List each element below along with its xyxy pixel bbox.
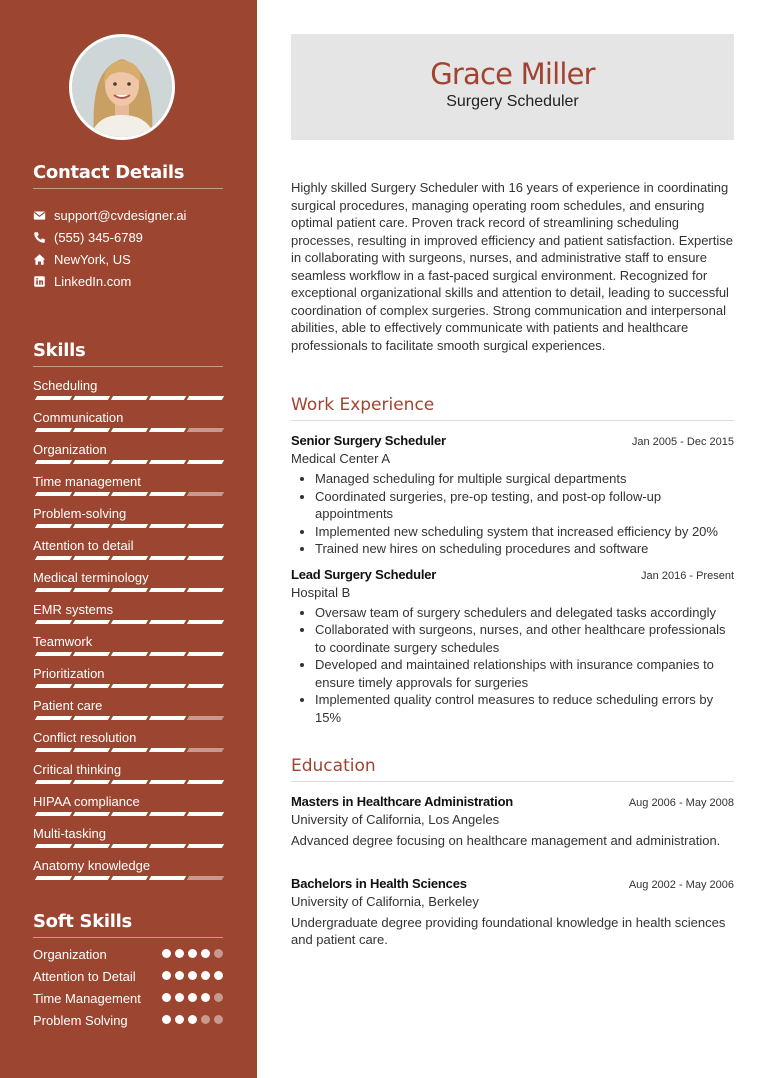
skill-level-segment <box>73 396 110 400</box>
work-title: Work Experience <box>291 395 734 421</box>
skill-level-segment <box>35 652 72 656</box>
rating-dot <box>175 971 184 980</box>
candidate-role: Surgery Scheduler <box>446 93 579 110</box>
skill-level-segment <box>111 492 148 496</box>
skill-level-segment <box>187 556 224 560</box>
skill-level-segment <box>73 524 110 528</box>
job-org: Hospital B <box>291 584 351 600</box>
skill-item <box>33 501 223 533</box>
candidate-name: Grace Miller <box>430 57 595 91</box>
skill-level-bar <box>33 428 223 432</box>
skill-level-segment <box>35 492 72 496</box>
skill-level-segment <box>149 460 186 464</box>
skill-level-segment <box>35 876 72 880</box>
linkedin-icon <box>33 275 46 288</box>
skills-section <box>33 340 223 885</box>
skill-name: Problem-solving <box>33 506 127 521</box>
job-org: Medical Center A <box>291 451 390 466</box>
school-name: University of California, Los Angeles <box>291 812 500 827</box>
skill-name: Conflict resolution <box>33 730 137 745</box>
education-entry <box>291 794 734 850</box>
skill-level-segment <box>187 652 224 656</box>
skill-level-segment <box>35 684 72 688</box>
job-entry <box>291 567 734 727</box>
rating-dot <box>214 971 223 980</box>
contact-phone-text: (555) 345-6789 <box>54 229 143 245</box>
soft-skills-section <box>33 911 223 1034</box>
skill-level-segment <box>73 620 110 624</box>
skill-name: HIPAA compliance <box>33 794 140 809</box>
skill-item <box>33 373 223 405</box>
degree-date: Aug 2006 - May 2008 <box>628 797 734 809</box>
degree-date: Aug 2002 - May 2006 <box>628 878 734 891</box>
person-photo-icon <box>72 37 172 137</box>
skill-item <box>33 597 223 629</box>
skill-item <box>33 469 223 501</box>
skill-name: Organization <box>33 442 107 457</box>
rating-dot <box>214 993 223 1002</box>
job-entry <box>291 433 734 558</box>
home-icon <box>33 253 46 266</box>
skill-level-segment <box>35 460 72 464</box>
skill-level-segment <box>73 588 110 592</box>
skill-level-segment <box>111 588 148 592</box>
skill-level-segment <box>73 844 110 848</box>
skill-item <box>33 853 223 885</box>
skill-list <box>33 373 223 885</box>
contact-location-text: NewYork, US <box>54 251 131 267</box>
soft-skill-rating <box>162 971 223 980</box>
skill-name: Multi-tasking <box>33 826 106 841</box>
skill-level-segment <box>187 748 224 752</box>
rating-dot <box>175 993 184 1002</box>
rating-dot <box>162 971 171 980</box>
education-title: Education <box>291 756 734 782</box>
job-bullet: • Implemented quality control measures to reduce scheduling errors by 15% <box>315 691 734 726</box>
degree-title: Bachelors in Health Sciences <box>291 875 467 891</box>
envelope-icon <box>33 209 46 222</box>
skill-level-segment <box>35 524 72 528</box>
soft-skill-rating <box>162 993 223 1002</box>
soft-skill-item <box>33 946 223 963</box>
skill-level-bar <box>33 748 223 752</box>
skill-level-bar <box>33 684 223 688</box>
job-bullet: • Coordinated surgeries, pre-op testing, and post-op follow-up appointments <box>315 488 734 523</box>
job-title: Senior Surgery Scheduler <box>291 433 446 448</box>
skill-item <box>33 437 223 469</box>
skill-level-segment <box>35 428 72 432</box>
skill-level-segment <box>187 588 224 592</box>
skill-level-bar <box>33 716 223 720</box>
skills-title: Skills <box>33 340 223 367</box>
rating-dot <box>201 1015 210 1024</box>
skill-item <box>33 661 223 693</box>
skill-item <box>33 629 223 661</box>
soft-skill-rating <box>162 1015 223 1024</box>
skill-level-segment <box>187 428 224 432</box>
skill-level-segment <box>111 460 148 464</box>
skill-level-segment <box>149 844 186 848</box>
skill-level-segment <box>73 812 110 816</box>
skill-level-segment <box>111 524 148 528</box>
education-entry <box>291 876 734 949</box>
skill-level-segment <box>35 844 72 848</box>
skill-item <box>33 693 223 725</box>
skill-level-bar <box>33 620 223 624</box>
rating-dot <box>188 949 197 958</box>
skill-level-segment <box>111 748 148 752</box>
soft-skill-item <box>33 968 223 985</box>
skill-item <box>33 565 223 597</box>
skill-level-segment <box>149 620 186 624</box>
skill-name: EMR systems <box>33 602 114 617</box>
skill-level-segment <box>35 716 72 720</box>
skill-level-segment <box>187 684 224 688</box>
skill-level-segment <box>187 812 224 816</box>
skill-name: Scheduling <box>33 378 98 393</box>
contact-email[interactable] <box>33 204 223 226</box>
school-name: University of California, Berkeley <box>291 893 479 909</box>
skill-level-segment <box>187 492 224 496</box>
skill-level-segment <box>35 396 72 400</box>
skill-level-segment <box>73 652 110 656</box>
skill-level-segment <box>149 748 186 752</box>
skill-level-segment <box>187 716 224 720</box>
skill-level-segment <box>73 748 110 752</box>
skill-level-segment <box>187 780 224 784</box>
skill-name: Prioritization <box>33 666 105 681</box>
rating-dot <box>162 949 171 958</box>
contact-linkedin[interactable] <box>33 270 223 292</box>
skill-level-segment <box>149 588 186 592</box>
skill-level-bar <box>33 396 223 400</box>
skill-level-segment <box>111 652 148 656</box>
rating-dot <box>201 993 210 1002</box>
skill-level-segment <box>35 620 72 624</box>
skill-level-segment <box>149 556 186 560</box>
skill-level-segment <box>187 524 224 528</box>
job-bullet: • Trained new hires on scheduling procedures and software <box>315 540 734 558</box>
rating-dot <box>175 1015 184 1024</box>
skill-level-segment <box>73 556 110 560</box>
contact-location <box>33 248 223 270</box>
skill-level-segment <box>187 396 224 400</box>
skill-level-segment <box>111 716 148 720</box>
work-section <box>291 395 734 726</box>
skill-name: Communication <box>33 410 124 425</box>
soft-skill-name: Problem Solving <box>33 1013 128 1028</box>
skill-level-segment <box>35 812 72 816</box>
rating-dot <box>214 1015 223 1024</box>
skill-level-segment <box>73 876 110 880</box>
skill-level-bar <box>33 556 223 560</box>
skill-item <box>33 821 223 853</box>
soft-skill-item <box>33 1012 223 1029</box>
skill-level-bar <box>33 460 223 464</box>
skill-level-segment <box>187 460 224 464</box>
skill-level-segment <box>149 524 186 528</box>
job-bullet: • Collaborated with surgeons, nurses, and other healthcare professionals to coordinate surgery schedules <box>315 621 734 656</box>
header <box>291 34 734 140</box>
soft-skills-title: Soft Skills <box>33 911 223 938</box>
rating-dot <box>162 993 171 1002</box>
rating-dot <box>188 993 197 1002</box>
skill-level-segment <box>111 396 148 400</box>
skill-level-segment <box>149 684 186 688</box>
rating-dot <box>188 971 197 980</box>
skill-item <box>33 789 223 821</box>
skill-name: Anatomy knowledge <box>33 858 151 873</box>
skill-level-segment <box>149 428 186 432</box>
contact-email-text: support@cvdesigner.ai <box>54 207 187 223</box>
skill-level-segment <box>149 780 186 784</box>
rating-dot <box>188 1015 197 1024</box>
skill-level-segment <box>149 492 186 496</box>
job-title: Lead Surgery Scheduler <box>291 566 437 582</box>
skill-level-segment <box>149 716 186 720</box>
skill-level-bar <box>33 588 223 592</box>
skill-level-segment <box>73 716 110 720</box>
soft-skill-name: Time Management <box>33 991 141 1006</box>
rating-dot <box>214 949 223 958</box>
skill-level-segment <box>111 556 148 560</box>
skill-level-segment <box>73 460 110 464</box>
job-bullet: • Oversaw team of surgery schedulers and delegated tasks accordingly <box>315 604 734 622</box>
skill-level-segment <box>111 844 148 848</box>
skill-level-segment <box>187 844 224 848</box>
rating-dot <box>162 1015 171 1024</box>
skill-name: Attention to detail <box>33 538 134 553</box>
skill-name: Time management <box>33 474 141 489</box>
skill-level-segment <box>35 588 72 592</box>
sidebar <box>0 0 257 1078</box>
skill-level-segment <box>35 748 72 752</box>
skill-item <box>33 533 223 565</box>
soft-skill-list <box>33 946 223 1029</box>
degree-title: Masters in Healthcare Administration <box>291 794 514 809</box>
skill-level-segment <box>149 876 186 880</box>
skill-level-segment <box>35 556 72 560</box>
education-section <box>291 756 734 949</box>
job-bullets <box>291 470 734 558</box>
contact-phone[interactable] <box>33 226 223 248</box>
skill-level-segment <box>73 684 110 688</box>
skill-item <box>33 757 223 789</box>
soft-skill-name: Attention to Detail <box>33 969 136 984</box>
degree-description: Advanced degree focusing on healthcare management and administration. <box>291 833 721 848</box>
skill-level-bar <box>33 524 223 528</box>
job-bullet: • Developed and maintained relationships with insurance companies to ensure timely approvals for surgeries <box>315 656 734 691</box>
skill-level-segment <box>35 780 72 784</box>
contact-section <box>33 162 223 292</box>
skill-level-bar <box>33 652 223 656</box>
summary: Highly skilled Surgery Scheduler with 16 years of experience in coordinating surgical procedures, managing operating room schedules, and ensuring optimal patient care. Proven track record of streamlining scheduling processes, resulting in improved efficiency and patient satisfaction. Expertise in collaborating with surgeons, nurses, and administrative staff to ensure seamless workflow in a fast-paced surgical environment. Recognized for exceptional organizational skills and attention to detail, leading to successful coordination of complex surgeries. Strong communication and interpersonal abilities, able to effectively communicate with patients and healthcare professionals to facilitate smooth surgical experiences. <box>291 180 733 353</box>
skill-level-segment <box>111 684 148 688</box>
skill-level-segment <box>111 812 148 816</box>
skill-item <box>33 725 223 757</box>
job-bullets <box>291 604 734 727</box>
degree-description: Undergraduate degree providing foundational knowledge in health sciences and patient care. <box>291 914 726 947</box>
job-bullet: • Implemented new scheduling system that increased efficiency by 20% <box>315 523 734 541</box>
skill-name: Patient care <box>33 698 103 713</box>
soft-skill-rating <box>162 949 223 958</box>
profile-photo <box>69 34 175 140</box>
soft-skill-item <box>33 990 223 1007</box>
skill-level-bar <box>33 492 223 496</box>
skill-level-segment <box>187 620 224 624</box>
skill-level-segment <box>187 876 224 880</box>
rating-dot <box>201 949 210 958</box>
job-date: Jan 2016 - Present <box>641 569 734 582</box>
contact-title: Contact Details <box>33 162 223 189</box>
skill-level-bar <box>33 780 223 784</box>
skill-item <box>33 405 223 437</box>
job-bullet: • Managed scheduling for multiple surgical departments <box>315 470 734 488</box>
skill-level-bar <box>33 876 223 880</box>
soft-skill-name: Organization <box>33 947 107 962</box>
skill-name: Critical thinking <box>33 762 122 777</box>
skill-level-bar <box>33 844 223 848</box>
skill-level-segment <box>149 396 186 400</box>
skill-level-segment <box>149 812 186 816</box>
skill-level-segment <box>111 428 148 432</box>
skill-level-segment <box>149 652 186 656</box>
skill-level-segment <box>73 780 110 784</box>
skill-name: Teamwork <box>33 634 93 649</box>
contact-linkedin-text: LinkedIn.com <box>54 273 132 289</box>
rating-dot <box>201 971 210 980</box>
skill-name: Medical terminology <box>33 570 149 585</box>
skill-level-segment <box>111 620 148 624</box>
rating-dot <box>175 949 184 958</box>
skill-level-segment <box>111 780 148 784</box>
skill-level-segment <box>73 492 110 496</box>
job-date: Jan 2005 - Dec 2015 <box>631 436 734 448</box>
skill-level-segment <box>73 428 110 432</box>
skill-level-bar <box>33 812 223 816</box>
skill-level-segment <box>111 876 148 880</box>
phone-icon <box>33 231 46 244</box>
